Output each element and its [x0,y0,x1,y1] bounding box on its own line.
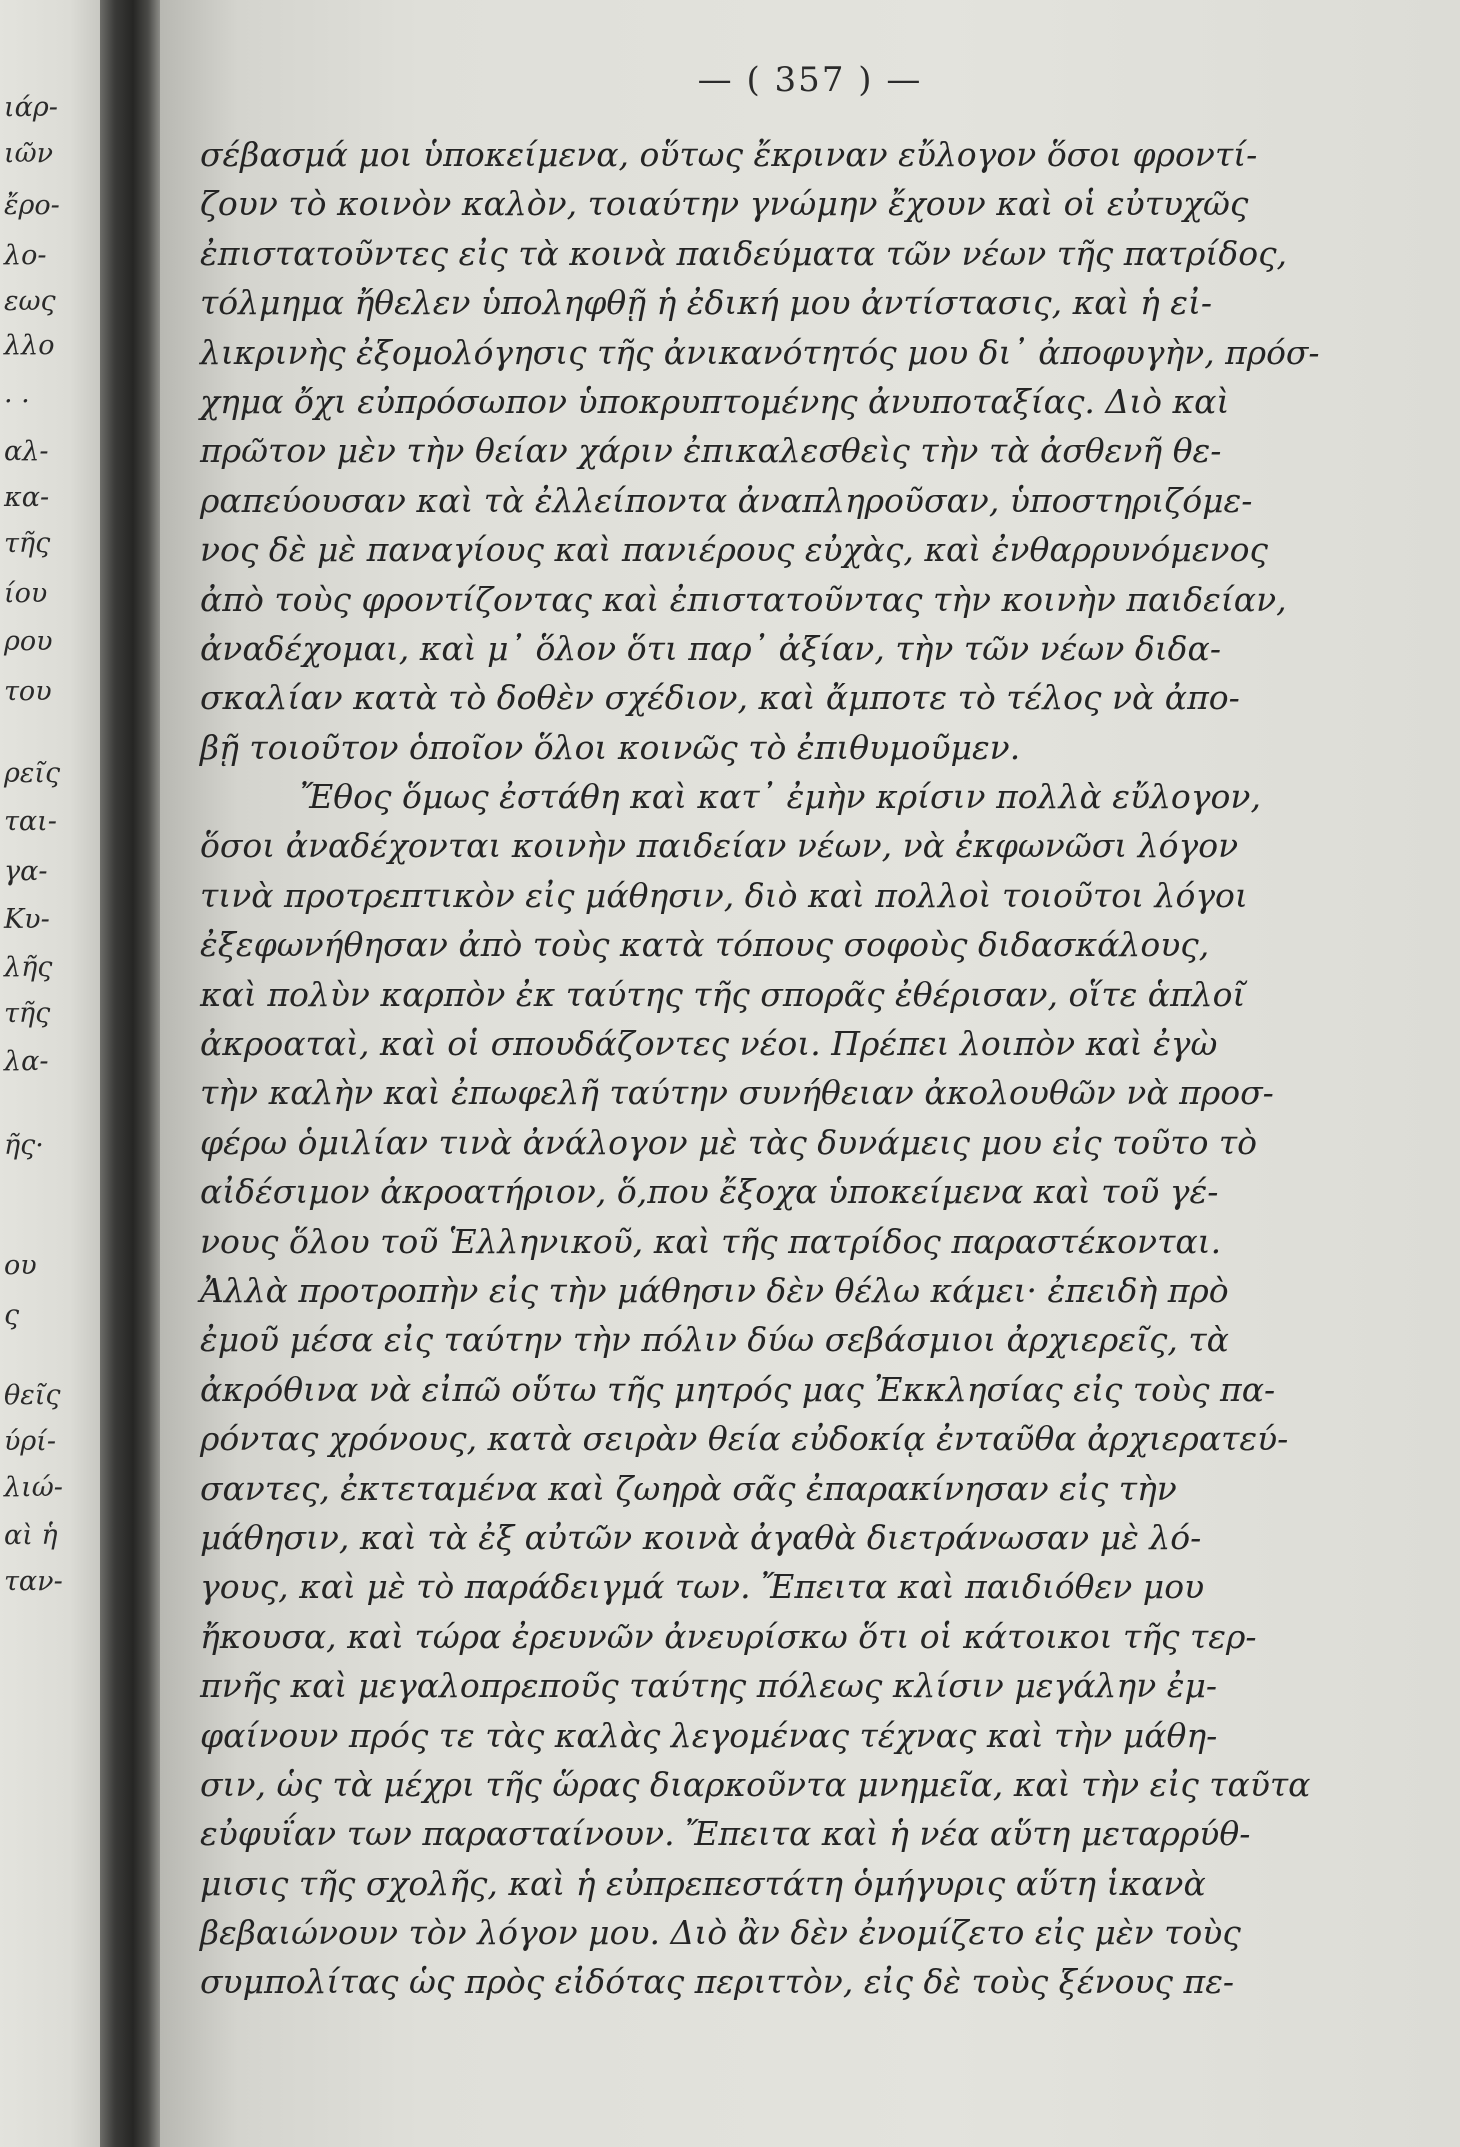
text-line: πρῶτον μὲν τὴν θείαν χάριν ἐπικαλεσθεὶς τὴν τὰ ἀσθενῆ θε- [200,431,1222,471]
text-line: ραπεύουσαν καὶ τὰ ἐλλείποντα ἀναπληροῦσαν, ὑποστηριζόμε- [200,480,1253,520]
left-page-fragment: ίου [4,578,48,609]
left-page-fragment: τῆς [4,528,51,559]
text-line: ἤκουσα, καὶ τώρα ἐρευνῶν ἀνευρίσκω ὅτι οἱ κάτοικοι τῆς τερ- [200,1616,1257,1656]
left-page-fragment: ῆς· [4,1130,44,1161]
text-line: ἀναδέχομαι, καὶ μ᾽ ὅλον ὅτι παρ᾽ ἀξίαν, τὴν τῶν νέων διδα- [200,628,1221,668]
left-page-fragment: ταν- [4,1566,63,1597]
text-line: νους ὅλου τοῦ Ἑλληνικοῦ, καὶ τῆς πατρίδος παραστέκονται. [200,1221,1222,1261]
text-line: ἐμοῦ μέσα εἰς ταύτην τὴν πόλιν δύω σεβάσμιοι ἀρχιερεῖς, τὰ [200,1320,1229,1360]
text-line: λικρινὴς ἐξομολόγησις τῆς ἀνικανότητός μου δι᾽ ἀποφυγὴν, πρόσ- [200,332,1320,372]
left-page-fragment: εως [4,286,56,317]
page-number: — ( 357 ) — [697,60,923,100]
text-line: σιν, ὡς τὰ μέχρι τῆς ὥρας διαρκοῦντα μνημεῖα, καὶ τὴν εἰς ταῦτα [200,1764,1311,1804]
left-page-fragment: ρου [4,626,53,657]
left-page-fragment: λλο [4,330,55,361]
left-page-fragment: κα- [4,482,50,513]
left-page-fragment: του [4,676,52,707]
left-page-fragment: ρεῖς [4,758,61,789]
left-page-fragment: ται- [4,806,57,837]
left-page-fragment: γα- [4,856,48,887]
left-page-fragment: ιῶν [4,138,54,169]
text-line: αἰδέσιμον ἀκροατήριον, ὅ,που ἔξοχα ὑποκείμενα καὶ τοῦ γέ- [200,1172,1219,1212]
book-gutter [100,0,160,2147]
left-page-fragment: θεῖς [4,1380,61,1411]
left-page-fragment: λο- [4,240,47,271]
text-line: πνῆς καὶ μεγαλοπρεποῦς ταύτης πόλεως κλίσιν μεγάλην ἐμ- [200,1666,1218,1706]
text-line: ἐξεφωνήθησαν ἀπὸ τοὺς κατὰ τόπους σοφοὺς διδασκάλους, [200,925,1210,965]
text-line: γους, καὶ μὲ τὸ παράδειγμά των. Ἔπειτα καὶ παιδιόθεν μου [200,1567,1205,1607]
text-line: φέρω ὁμιλίαν τινὰ ἀνάλογον μὲ τὰς δυνάμεις μου εἰς τοῦτο τὸ [200,1122,1258,1162]
text-line: ἀκρόθινα νὰ εἰπῶ οὕτω τῆς μητρός μας Ἐκκλησίας εἰς τοὺς πα- [200,1369,1276,1409]
adjacent-page-fragment [0,0,100,2147]
text-line: συμπολίτας ὡς πρὸς εἰδότας περιττὸν, εἰς δὲ τοὺς ξένους πε- [200,1962,1235,2002]
text-line: ἐπιστατοῦντες εἰς τὰ κοινὰ παιδεύματα τῶν νέων τῆς πατρίδος, [200,233,1288,273]
left-page-fragment: ου [4,1250,37,1281]
text-line: τινὰ προτρεπτικὸν εἰς μάθησιν, διὸ καὶ πολλοὶ τοιοῦτοι λόγοι [200,875,1248,915]
left-page-fragment: αὶ ἡ [4,1520,58,1551]
text-line: φαίνουν πρός τε τὰς καλὰς λεγομένας τέχνας καὶ τὴν μάθη- [200,1715,1218,1755]
body-text [200,130,1320,2007]
text-line: ρόντας χρόνους, κατὰ σειρὰν θεία εὐδοκίᾳ ἐνταῦθα ἀρχιερατεύ- [200,1419,1289,1459]
text-line: βεβαιώνουν τὸν λόγον μου. Διὸ ἂν δὲν ἐνομίζετο εἰς μὲν τοὺς [200,1913,1241,1953]
text-line: βῇ τοιοῦτον ὁποῖον ὅλοι κοινῶς τὸ ἐπιθυμοῦμεν. [200,727,1021,767]
left-page-fragment: τῆς [4,998,51,1029]
text-line: σαντες, ἐκτεταμένα καὶ ζωηρὰ σᾶς ἐπαρακίνησαν εἰς τὴν [200,1468,1177,1508]
left-page-fragment: ἔρο- [4,190,60,221]
text-line: μάθησιν, καὶ τὰ ἐξ αὐτῶν κοινὰ ἀγαθὰ διετράνωσαν μὲ λό- [200,1517,1202,1557]
book-page [160,0,1460,2147]
text-line: ἀκροαταὶ, καὶ οἱ σπουδάζοντες νέοι. Πρέπει λοιπὸν καὶ ἐγὼ [200,1024,1218,1064]
text-line: σέβασμά μοι ὑποκείμενα, οὕτως ἔκριναν εὔλογον ὅσοι φροντί- [200,135,1258,174]
left-page-fragment: ύρί- [4,1426,56,1457]
left-page-fragment: . . [4,378,30,409]
text-line: ὅσοι ἀναδέχονται κοινὴν παιδείαν νέων, νὰ ἐκφωνῶσι λόγον [200,826,1239,866]
text-line: τὴν καλὴν καὶ ἐπωφελῆ ταύτην συνήθειαν ἀκολουθῶν νὰ προσ- [200,1073,1274,1113]
left-page-fragment: ιάρ- [4,92,58,123]
text-line: Ἔθος ὅμως ἐστάθη καὶ κατ᾽ ἐμὴν κρίσιν πολλὰ εὔλογον, [300,777,1261,817]
text-line: τόλμημα ἤθελεν ὑποληφθῇ ἡ ἐδική μου ἀντίστασις, καὶ ἡ εἰ- [200,283,1213,323]
text-line: μισις τῆς σχολῆς, καὶ ἡ εὐπρεπεστάτη ὁμήγυρις αὕτη ἱκανὰ [200,1863,1206,1903]
text-line: χημα ὄχι εὐπρόσωπον ὑποκρυπτομένης ἀνυποταξίας. Διὸ καὶ [200,381,1230,421]
left-page-fragment: Κυ- [4,904,50,935]
left-page-fragment: λιώ- [4,1472,63,1503]
text-line: νος δὲ μὲ παναγίους καὶ πανιέρους εὐχὰς, καὶ ἐνθαρρυνόμενος [200,530,1268,570]
left-page-fragment: λα- [4,1046,49,1077]
text-line: ζουν τὸ κοινὸν καλὸν, τοιαύτην γνώμην ἔχουν καὶ οἱ εὐτυχῶς [200,184,1249,224]
left-page-fragment: λῆς [4,952,53,983]
text-line: Ἀλλὰ προτροπὴν εἰς τὴν μάθησιν δὲν θέλω κάμει· ἐπειδὴ πρὸ [200,1270,1229,1310]
text-line: καὶ πολὺν καρπὸν ἐκ ταύτης τῆς σπορᾶς ἐθέρισαν, οἵτε ἁπλοῖ [200,974,1246,1014]
left-page-fragment: αλ- [4,436,49,467]
text-line: εὐφυΐαν των παρασταίνουν. Ἔπειτα καὶ ἡ νέα αὕτη μεταρρύθ- [200,1814,1251,1854]
text-line: σκαλίαν κατὰ τὸ δοθὲν σχέδιον, καὶ ἄμποτε τὸ τέλος νὰ ἀπο- [200,678,1240,718]
text-line: ἀπὸ τοὺς φροντίζοντας καὶ ἐπιστατοῦντας τὴν κοινὴν παιδείαν, [200,579,1287,619]
left-page-fragment: ς [4,1300,20,1331]
